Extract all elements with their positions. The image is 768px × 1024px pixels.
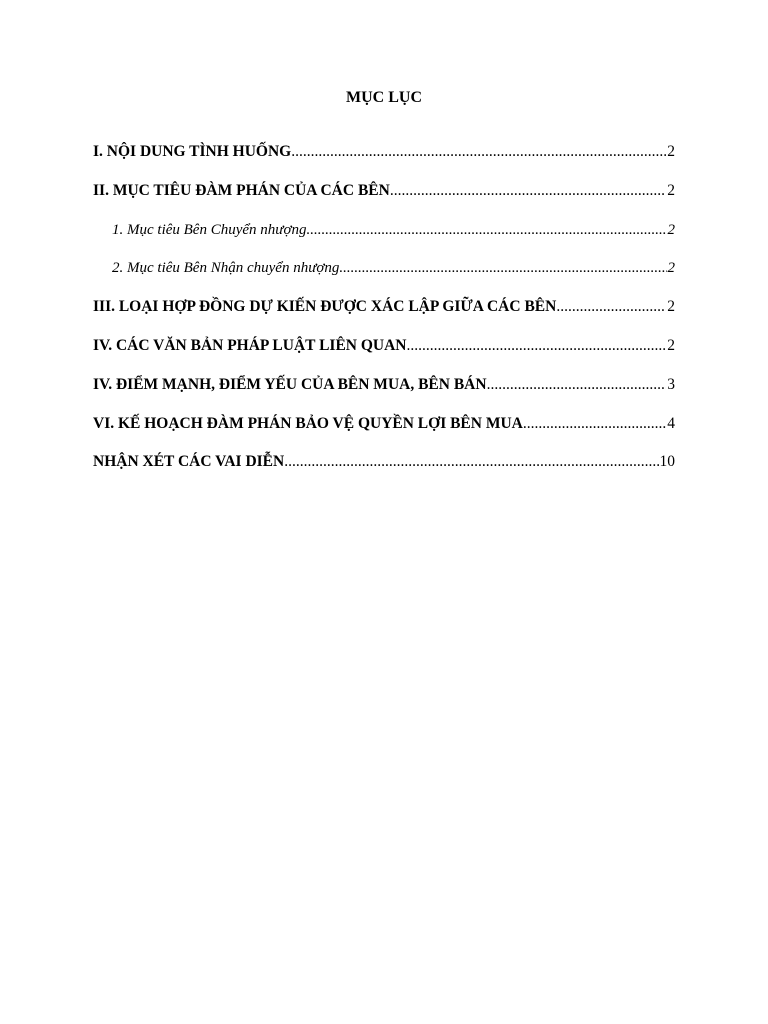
toc-page-number: 3	[667, 375, 675, 393]
toc-entry-text: NHẬN XÉT CÁC VAI DIỄN	[93, 453, 285, 471]
toc-dot-leader	[523, 413, 666, 435]
toc-page-number: 2	[667, 260, 675, 277]
toc-page-number: 2	[667, 298, 675, 316]
toc-entry-van-ban-phap-luat[interactable]	[93, 335, 675, 374]
toc-page-number: 4	[667, 414, 675, 432]
toc-entry-text: VI. KẾ HOẠCH ĐÀM PHÁN BẢO VỆ QUYỀN LỢI BÊN MUA	[93, 414, 523, 432]
toc-dot-leader	[407, 335, 667, 357]
toc-dot-leader	[390, 180, 666, 202]
toc-page-number: 2	[667, 221, 675, 238]
toc-entry-noi-dung-tinh-huong[interactable]	[93, 141, 675, 180]
toc-dot-leader	[339, 257, 666, 279]
toc-dot-leader	[306, 219, 666, 241]
toc-entry-nhan-xet-vai-dien[interactable]	[93, 451, 675, 490]
toc-entry-text: II. MỤC TIÊU ĐÀM PHÁN CỦA CÁC BÊN	[93, 181, 390, 199]
toc-entry-text: 1. Mục tiêu Bên Chuyển nhượng	[112, 221, 307, 238]
toc-page-number: 2	[667, 181, 675, 199]
toc-entry-ke-hoach-dam-phan[interactable]	[93, 413, 675, 452]
toc-entry-text: IV. CÁC VĂN BẢN PHÁP LUẬT LIÊN QUAN	[93, 336, 407, 354]
toc-list	[93, 141, 675, 490]
toc-dot-leader	[556, 296, 666, 318]
toc-entry-text: I. NỘI DUNG TÌNH HUỐNG	[93, 143, 292, 160]
toc-title: MỤC LỤC	[346, 89, 422, 106]
toc-entry-text: IV. ĐIỂM MẠNH, ĐIỂM YẾU CỦA BÊN MUA, BÊN BÁN	[93, 375, 487, 393]
toc-entry-muc-tieu-dam-phan[interactable]	[93, 180, 675, 219]
toc-entry-diem-manh-diem-yeu[interactable]	[93, 374, 675, 413]
toc-dot-leader	[487, 374, 667, 396]
toc-dot-leader	[291, 141, 666, 163]
toc-page-number: 10	[659, 453, 675, 471]
toc-entry-loai-hop-dong[interactable]	[93, 296, 675, 335]
toc-entry-muc-tieu-ben-nhan-chuyen-nhuong[interactable]	[93, 257, 675, 296]
toc-page-number: 2	[667, 336, 675, 354]
toc-entry-text: 2. Mục tiêu Bên Nhận chuyển nhượng	[112, 260, 340, 277]
toc-entry-text: III. LOẠI HỢP ĐỒNG DỰ KIẾN ĐƯỢC XÁC LẬP GIỮA CÁC BÊN	[93, 298, 557, 316]
toc-page-number: 2	[667, 143, 675, 160]
toc-dot-leader	[284, 451, 658, 473]
toc-entry-muc-tieu-ben-chuyen-nhuong[interactable]	[93, 219, 675, 258]
